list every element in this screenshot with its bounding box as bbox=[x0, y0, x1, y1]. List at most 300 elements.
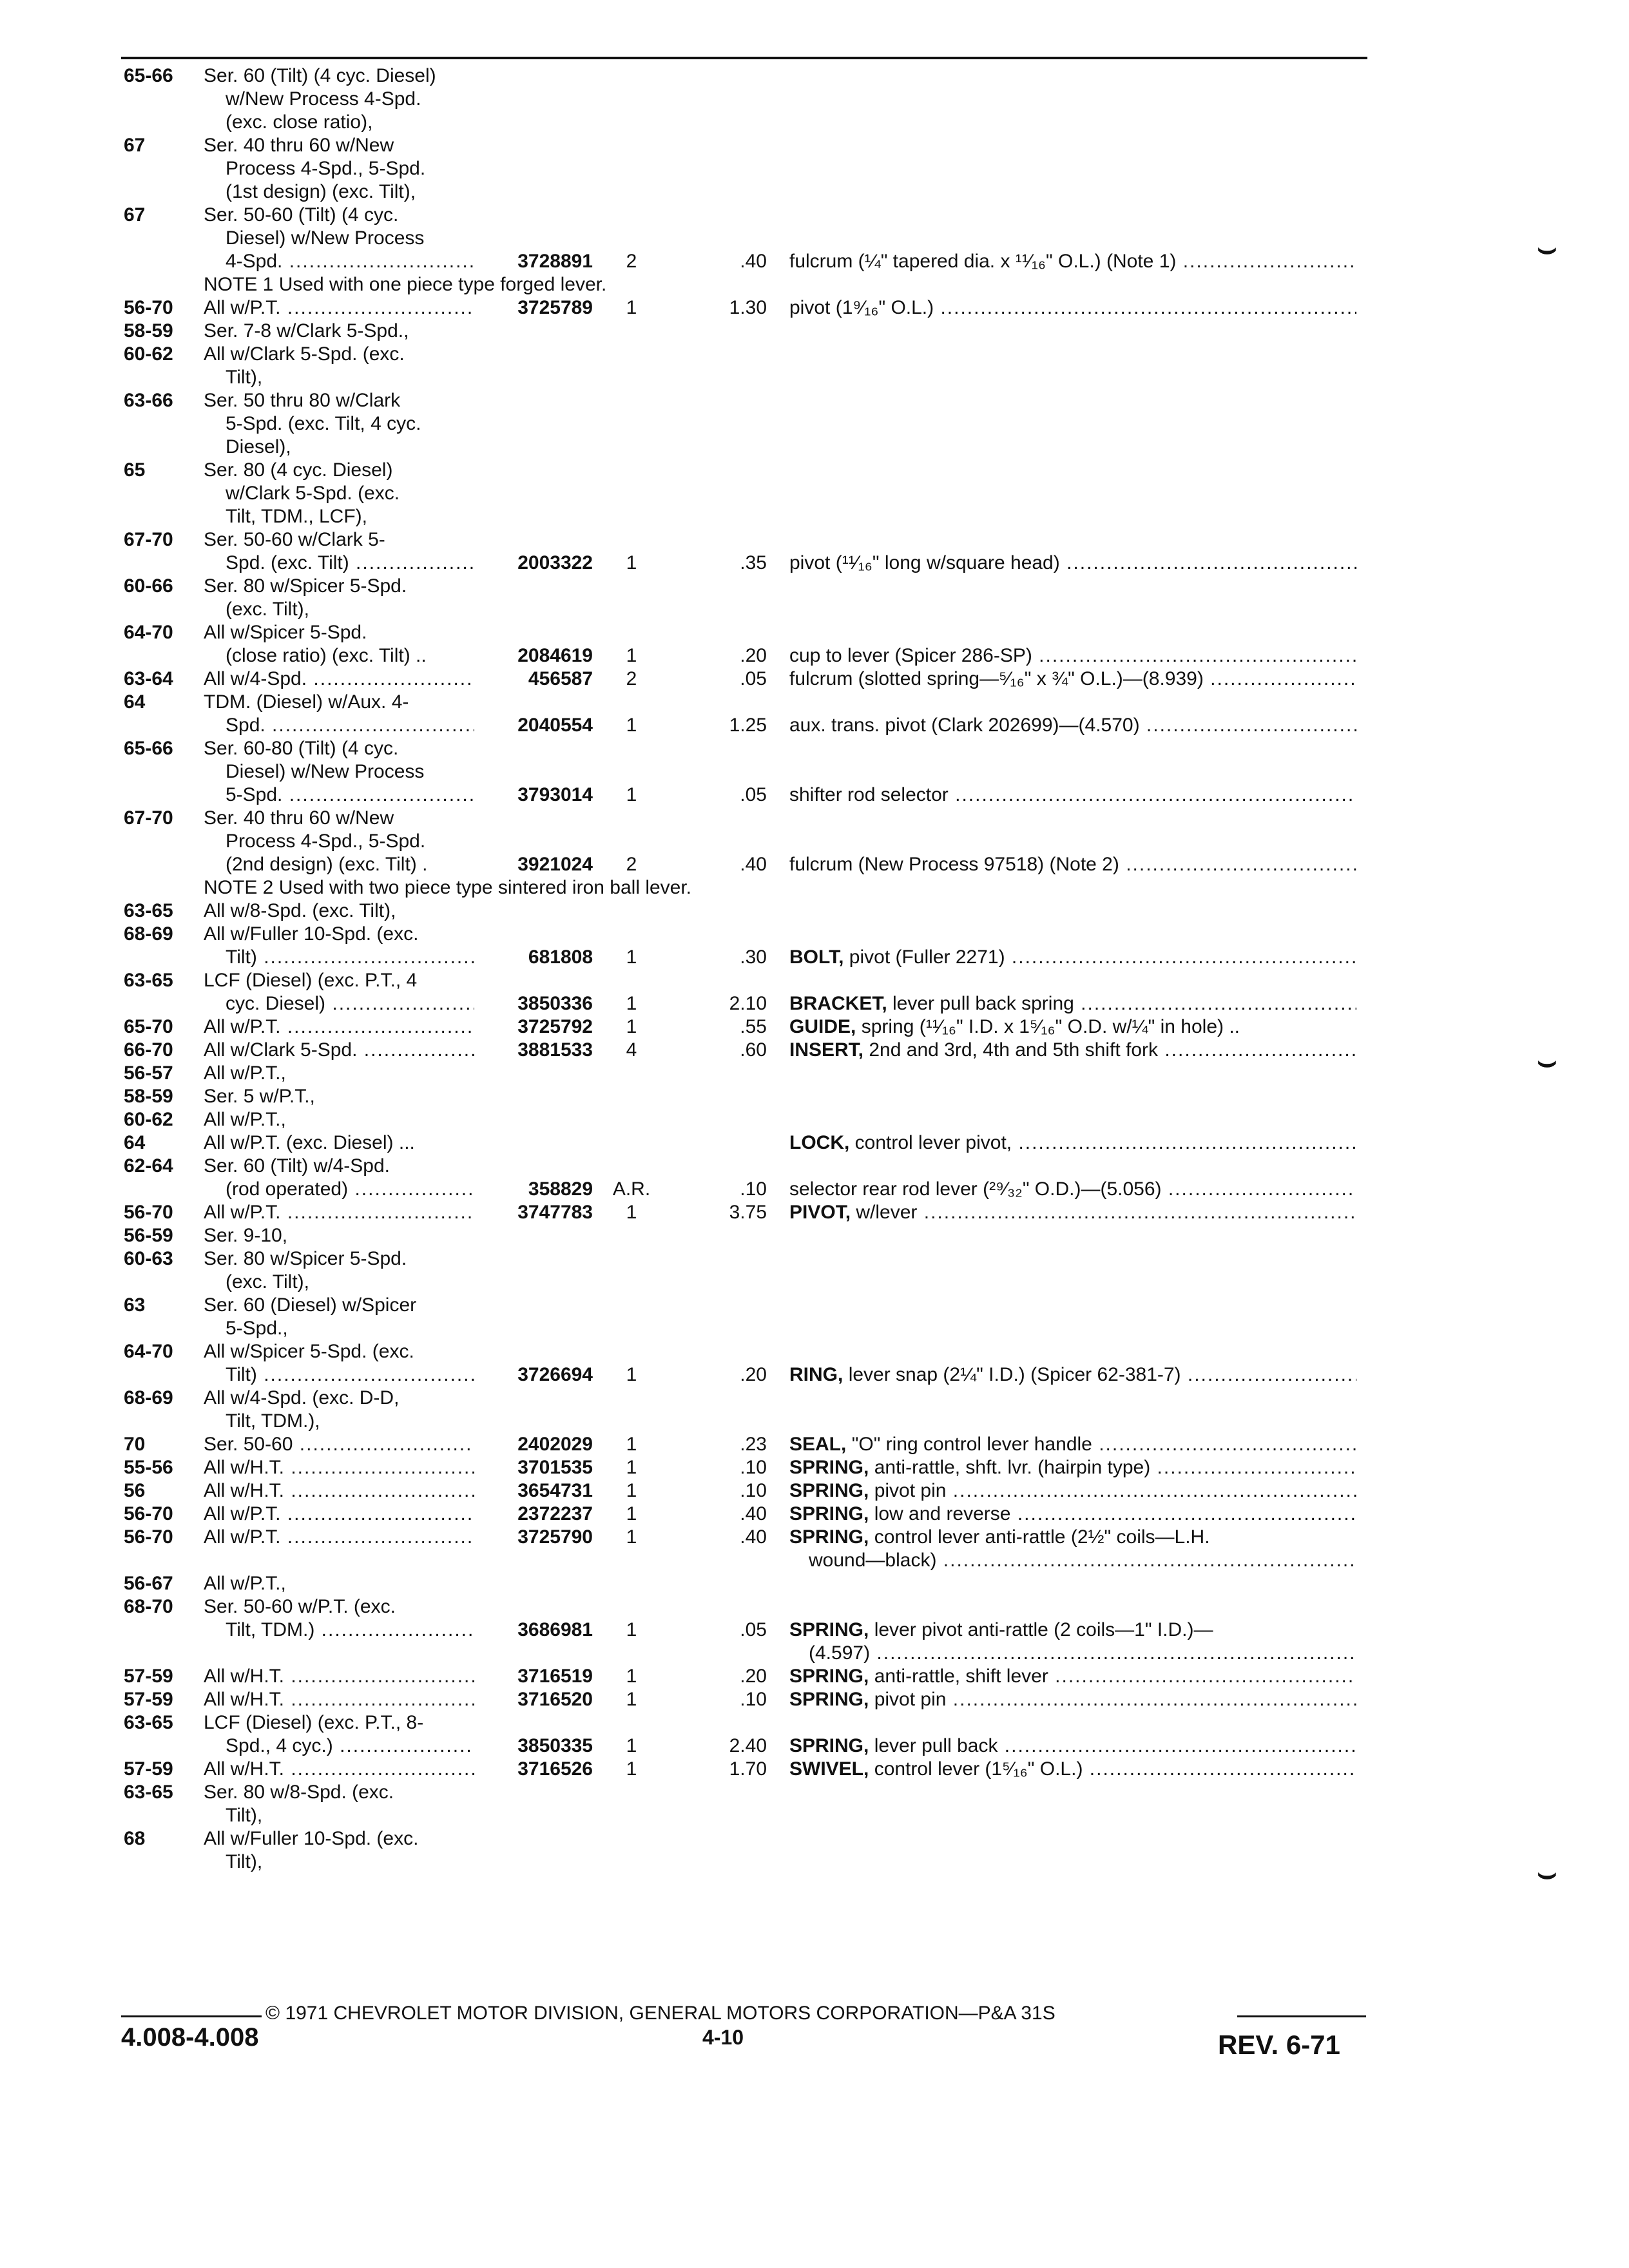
note-text: NOTE 2 Used with two piece type sintered iron ball lever. bbox=[204, 877, 692, 898]
parts-row bbox=[0, 830, 1629, 853]
application-desc: Ser. 80 w/Spicer 5-Spd. bbox=[204, 1248, 407, 1269]
parts-row bbox=[0, 528, 1629, 552]
application-desc: All w/P.T., bbox=[204, 1109, 286, 1130]
parts-row bbox=[0, 737, 1629, 760]
quantity: 2 bbox=[626, 854, 637, 875]
application-desc: All w/4-Spd. (exc. D-D, bbox=[204, 1387, 400, 1408]
part-detail: anti-rattle, shft. lvr. (hairpin type) bbox=[874, 1457, 1151, 1478]
application-desc: Ser. 80 w/Spicer 5-Spd. bbox=[204, 575, 407, 597]
part-name: BOLT, bbox=[789, 947, 844, 968]
parts-row bbox=[0, 88, 1629, 111]
parts-row bbox=[0, 157, 1629, 180]
quantity: 2 bbox=[626, 668, 637, 689]
part-description bbox=[789, 1665, 1356, 1688]
application-desc: Tilt), bbox=[226, 367, 263, 388]
application-desc: Spd. ..... bbox=[226, 714, 474, 737]
year-range: 70 bbox=[124, 1434, 146, 1455]
year-range: 63-64 bbox=[124, 668, 173, 689]
application-desc: (1st design) (exc. Tilt), bbox=[226, 181, 416, 202]
parts-row bbox=[0, 1317, 1629, 1340]
price: .05 bbox=[740, 668, 767, 689]
application-desc: (exc. Tilt), bbox=[226, 1271, 310, 1293]
application-desc: (2nd design) (exc. Tilt) . bbox=[226, 854, 428, 875]
year-range: 68-69 bbox=[124, 923, 173, 945]
part-name: SPRING, bbox=[789, 1619, 869, 1640]
application-desc: All w/P.T. ..... bbox=[204, 1201, 474, 1224]
parts-row bbox=[0, 575, 1629, 598]
part-description bbox=[809, 1642, 1356, 1665]
year-range: 57-59 bbox=[124, 1666, 173, 1687]
top-rule bbox=[121, 57, 1367, 59]
parts-row bbox=[0, 1827, 1629, 1850]
quantity: 4 bbox=[626, 1039, 637, 1061]
price: .40 bbox=[740, 854, 767, 875]
part-number: 3850336 bbox=[517, 993, 593, 1014]
application-desc: 5-Spd. ..... bbox=[226, 783, 474, 807]
part-description bbox=[789, 668, 1356, 691]
price: .40 bbox=[740, 1503, 767, 1524]
part-description bbox=[789, 992, 1356, 1015]
parts-row bbox=[0, 668, 1629, 691]
part-description bbox=[789, 1758, 1356, 1781]
application-desc: Ser. 7-8 w/Clark 5-Spd., bbox=[204, 320, 409, 341]
application-desc: Spd. (exc. Tilt) ..... bbox=[226, 552, 474, 575]
parts-list bbox=[0, 64, 1629, 1874]
part-description bbox=[789, 783, 1356, 807]
part-detail: lever pivot anti-rattle (2 coils—1" I.D.)— bbox=[874, 1619, 1213, 1640]
parts-row bbox=[0, 644, 1629, 668]
application-desc: All w/P.T., bbox=[204, 1062, 286, 1084]
application-desc: All w/P.T. ..... bbox=[204, 1015, 474, 1039]
year-range: 56-59 bbox=[124, 1225, 173, 1246]
part-number: 2402029 bbox=[517, 1434, 593, 1455]
part-detail: pivot pin bbox=[874, 1480, 947, 1501]
part-name: SPRING, bbox=[789, 1480, 869, 1501]
application-desc: TDM. (Diesel) w/Aux. 4- bbox=[204, 691, 409, 713]
quantity: 1 bbox=[626, 552, 637, 573]
parts-row bbox=[0, 180, 1629, 204]
parts-row bbox=[0, 1549, 1629, 1572]
footer-rule-left bbox=[121, 2015, 262, 2017]
part-number: 2372237 bbox=[517, 1503, 593, 1524]
price: .55 bbox=[740, 1016, 767, 1037]
year-range: 63 bbox=[124, 1294, 146, 1316]
year-range: 60-62 bbox=[124, 1109, 173, 1130]
parts-row bbox=[0, 204, 1629, 227]
part-detail: pivot (1⁹⁄₁₆" O.L.) bbox=[789, 297, 934, 318]
price: 2.40 bbox=[729, 1735, 767, 1756]
parts-row bbox=[0, 1108, 1629, 1131]
part-detail: control lever pivot, bbox=[854, 1132, 1012, 1153]
price: .30 bbox=[740, 947, 767, 968]
year-range: 67 bbox=[124, 135, 146, 156]
part-number: 681808 bbox=[528, 947, 593, 968]
price: .10 bbox=[740, 1689, 767, 1710]
parts-row bbox=[0, 1595, 1629, 1619]
parts-row bbox=[0, 760, 1629, 783]
part-description bbox=[789, 946, 1356, 969]
parts-row bbox=[0, 1642, 1629, 1665]
application-desc: Tilt) ..... bbox=[226, 946, 474, 969]
part-detail: pivot pin bbox=[874, 1689, 947, 1710]
parts-row bbox=[0, 1572, 1629, 1595]
parts-row bbox=[0, 1758, 1629, 1781]
application-desc: LCF (Diesel) (exc. P.T., 8- bbox=[204, 1712, 424, 1733]
application-desc: All w/Spicer 5-Spd. bbox=[204, 622, 367, 643]
parts-row bbox=[0, 1178, 1629, 1201]
parts-row bbox=[0, 714, 1629, 737]
parts-row bbox=[0, 1155, 1629, 1178]
application-desc: Ser. 50-60 (Tilt) (4 cyc. bbox=[204, 204, 399, 226]
year-range: 63-65 bbox=[124, 1712, 173, 1733]
year-range: 62-64 bbox=[124, 1155, 173, 1177]
part-number: 3725792 bbox=[517, 1016, 593, 1037]
year-range: 57-59 bbox=[124, 1758, 173, 1780]
part-description bbox=[789, 1015, 1356, 1039]
parts-row bbox=[0, 412, 1629, 436]
part-detail: (4.597) bbox=[809, 1642, 871, 1664]
part-detail: control lever (1⁵⁄₁₆" O.L.) bbox=[874, 1758, 1083, 1780]
part-detail: selector rear rod lever (²⁹⁄₃₂" O.D.)—(5.056) bbox=[789, 1178, 1162, 1200]
parts-row bbox=[0, 1039, 1629, 1062]
application-desc: Ser. 60-80 (Tilt) (4 cyc. bbox=[204, 738, 399, 759]
parts-row bbox=[0, 134, 1629, 157]
price: .20 bbox=[740, 645, 767, 666]
page-number: 4-10 bbox=[702, 2026, 744, 2049]
part-detail: aux. trans. pivot (Clark 202699)—(4.570) bbox=[789, 715, 1140, 736]
year-range: 63-65 bbox=[124, 900, 173, 921]
quantity: 1 bbox=[626, 784, 637, 805]
parts-row bbox=[0, 389, 1629, 412]
parts-row bbox=[0, 1688, 1629, 1711]
year-range: 60-63 bbox=[124, 1248, 173, 1269]
year-range: 68-69 bbox=[124, 1387, 173, 1408]
parts-row bbox=[0, 1665, 1629, 1688]
revision-label: REV. 6-71 bbox=[1218, 2030, 1340, 2060]
year-range: 56-57 bbox=[124, 1062, 173, 1084]
year-range: 66-70 bbox=[124, 1039, 173, 1061]
application-desc: (exc. Tilt), bbox=[226, 599, 310, 620]
application-desc: Tilt) ..... bbox=[226, 1363, 474, 1387]
parts-row bbox=[0, 366, 1629, 389]
part-detail: lever pull back bbox=[874, 1735, 998, 1756]
part-detail: control lever anti-rattle (2½" coils—L.H. bbox=[874, 1526, 1210, 1548]
parts-row bbox=[0, 691, 1629, 714]
application-desc: (rod operated) ..... bbox=[226, 1178, 474, 1201]
binder-mark-1: ⌣ bbox=[1537, 231, 1557, 265]
part-name: SPRING, bbox=[789, 1503, 869, 1524]
price: .20 bbox=[740, 1666, 767, 1687]
part-name: GUIDE, bbox=[789, 1016, 856, 1037]
part-number: 3716520 bbox=[517, 1689, 593, 1710]
application-desc: All w/Fuller 10-Spd. (exc. bbox=[204, 923, 419, 945]
part-description bbox=[789, 1456, 1356, 1479]
application-desc: w/New Process 4-Spd. bbox=[226, 88, 421, 110]
year-range: 68 bbox=[124, 1828, 146, 1849]
year-range: 56-70 bbox=[124, 1202, 173, 1223]
parts-row bbox=[0, 923, 1629, 946]
parts-row bbox=[0, 1735, 1629, 1758]
part-number: 3726694 bbox=[517, 1364, 593, 1385]
application-desc: Ser. 40 thru 60 w/New bbox=[204, 807, 394, 829]
price: .40 bbox=[740, 251, 767, 272]
parts-row bbox=[0, 621, 1629, 644]
parts-row bbox=[0, 1062, 1629, 1085]
application-desc: All w/Clark 5-Spd. ..... bbox=[204, 1039, 474, 1062]
part-description bbox=[789, 1433, 1356, 1456]
quantity: 1 bbox=[626, 645, 637, 666]
year-range: 56 bbox=[124, 1480, 146, 1501]
parts-row bbox=[0, 1131, 1629, 1155]
part-number: 3747783 bbox=[517, 1202, 593, 1223]
application-desc: All w/P.T., bbox=[204, 1573, 286, 1594]
parts-row bbox=[0, 1387, 1629, 1410]
application-desc: Ser. 50-60 w/P.T. (exc. bbox=[204, 1596, 396, 1617]
year-range: 56-67 bbox=[124, 1573, 173, 1594]
application-desc: Ser. 60 (Diesel) w/Spicer bbox=[204, 1294, 417, 1316]
binder-mark-2: ⌣ bbox=[1537, 1044, 1557, 1079]
parts-row bbox=[0, 1850, 1629, 1874]
part-detail: 2nd and 3rd, 4th and 5th shift fork bbox=[869, 1039, 1159, 1061]
quantity: 1 bbox=[626, 1526, 637, 1548]
application-desc: All w/Spicer 5-Spd. (exc. bbox=[204, 1341, 414, 1362]
footer-code: 4.008-4.008 bbox=[121, 2023, 259, 2052]
application-desc: 4-Spd. ..... bbox=[226, 250, 474, 273]
application-desc: All w/P.T. ..... bbox=[204, 296, 474, 320]
quantity: 1 bbox=[626, 1016, 637, 1037]
price: .10 bbox=[740, 1178, 767, 1200]
quantity: 1 bbox=[626, 1480, 637, 1501]
part-description bbox=[789, 1688, 1356, 1711]
parts-row bbox=[0, 1363, 1629, 1387]
price: .35 bbox=[740, 552, 767, 573]
application-desc: w/Clark 5-Spd. (exc. bbox=[226, 483, 400, 504]
part-number: 3725790 bbox=[517, 1526, 593, 1548]
quantity: 1 bbox=[626, 1735, 637, 1756]
parts-row bbox=[0, 1085, 1629, 1108]
price: 1.70 bbox=[729, 1758, 767, 1780]
part-description bbox=[789, 552, 1356, 575]
year-range: 56-70 bbox=[124, 297, 173, 318]
year-range: 57-59 bbox=[124, 1689, 173, 1710]
application-desc: All w/H.T. ..... bbox=[204, 1688, 474, 1711]
application-desc: Ser. 40 thru 60 w/New bbox=[204, 135, 394, 156]
application-desc: Tilt, TDM.) ..... bbox=[226, 1619, 474, 1642]
parts-row bbox=[0, 296, 1629, 320]
quantity: 1 bbox=[626, 1689, 637, 1710]
quantity: 2 bbox=[626, 251, 637, 272]
part-name: PIVOT, bbox=[789, 1202, 851, 1223]
part-detail: fulcrum (slotted spring—⁵⁄₁₆" x ¾" O.L.)—(8.939) bbox=[789, 668, 1204, 689]
application-desc: Ser. 80 (4 cyc. Diesel) bbox=[204, 459, 393, 481]
quantity: 1 bbox=[626, 993, 637, 1014]
year-range: 65-70 bbox=[124, 1016, 173, 1037]
quantity: A.R. bbox=[612, 1178, 651, 1200]
parts-row bbox=[0, 1804, 1629, 1827]
year-range: 60-66 bbox=[124, 575, 173, 597]
part-description bbox=[789, 644, 1356, 668]
binder-mark-3: ⌣ bbox=[1537, 1856, 1557, 1890]
copyright-line: © 1971 CHEVROLET MOTOR DIVISION, GENERAL MOTORS CORPORATION—P&A 31S bbox=[265, 2003, 1055, 2024]
part-detail: lever snap (2¼" I.D.) (Spicer 62-381-7) bbox=[848, 1364, 1181, 1385]
parts-row bbox=[0, 783, 1629, 807]
quantity: 1 bbox=[626, 1457, 637, 1478]
application-desc: All w/Fuller 10-Spd. (exc. bbox=[204, 1828, 419, 1849]
quantity: 1 bbox=[626, 297, 637, 318]
parts-row bbox=[0, 227, 1629, 250]
application-desc: Tilt, TDM., LCF), bbox=[226, 506, 367, 527]
year-range: 60-62 bbox=[124, 343, 173, 365]
application-desc: Ser. 9-10, bbox=[204, 1225, 288, 1246]
parts-row bbox=[0, 1619, 1629, 1642]
footer-rule-right bbox=[1237, 2015, 1366, 2017]
year-range: 56-70 bbox=[124, 1526, 173, 1548]
part-number: 3725789 bbox=[517, 297, 593, 318]
application-desc: Diesel) w/New Process bbox=[226, 761, 425, 782]
year-range: 64 bbox=[124, 691, 146, 713]
note-text: NOTE 1 Used with one piece type forged lever. bbox=[204, 274, 607, 295]
year-range: 65-66 bbox=[124, 65, 173, 86]
part-name: SPRING, bbox=[789, 1666, 869, 1687]
price: .20 bbox=[740, 1364, 767, 1385]
price: 1.25 bbox=[729, 715, 767, 736]
part-description bbox=[789, 1735, 1356, 1758]
parts-row bbox=[0, 1410, 1629, 1433]
year-range: 63-65 bbox=[124, 1782, 173, 1803]
application-desc: cyc. Diesel) ..... bbox=[226, 992, 474, 1015]
parts-row bbox=[0, 807, 1629, 830]
parts-row bbox=[0, 505, 1629, 528]
application-desc: Spd., 4 cyc.) ..... bbox=[226, 1735, 474, 1758]
part-detail: fulcrum (¼" tapered dia. x ¹¹⁄₁₆" O.L.) (Note 1) bbox=[789, 251, 1177, 272]
parts-row bbox=[0, 1781, 1629, 1804]
part-detail: pivot (Fuller 2271) bbox=[849, 947, 1005, 968]
quantity: 1 bbox=[626, 1202, 637, 1223]
part-detail: anti-rattle, shift lever bbox=[874, 1666, 1048, 1687]
year-range: 64 bbox=[124, 1132, 146, 1153]
part-name: SWIVEL, bbox=[789, 1758, 869, 1780]
application-desc: All w/P.T. ..... bbox=[204, 1503, 474, 1526]
parts-row bbox=[0, 273, 1629, 296]
quantity: 1 bbox=[626, 1619, 637, 1640]
part-description bbox=[789, 714, 1356, 737]
parts-row bbox=[0, 1201, 1629, 1224]
part-description bbox=[789, 1526, 1356, 1549]
parts-row bbox=[0, 64, 1629, 88]
parts-row bbox=[0, 552, 1629, 575]
price: .05 bbox=[740, 784, 767, 805]
part-number: 3716526 bbox=[517, 1758, 593, 1780]
part-description bbox=[789, 250, 1356, 273]
parts-row bbox=[0, 1711, 1629, 1735]
part-number: 2040554 bbox=[517, 715, 593, 736]
part-number: 3686981 bbox=[517, 1619, 593, 1640]
part-name: SPRING, bbox=[789, 1526, 869, 1548]
price: .23 bbox=[740, 1434, 767, 1455]
part-number: 3716519 bbox=[517, 1666, 593, 1687]
price: 3.75 bbox=[729, 1202, 767, 1223]
parts-row bbox=[0, 969, 1629, 992]
application-desc: All w/H.T. ..... bbox=[204, 1758, 474, 1781]
part-name: SPRING, bbox=[789, 1457, 869, 1478]
part-name: SEAL, bbox=[789, 1434, 847, 1455]
part-description bbox=[789, 1039, 1356, 1062]
part-description bbox=[809, 1549, 1356, 1572]
application-desc: Process 4-Spd., 5-Spd. bbox=[226, 831, 426, 852]
parts-row bbox=[0, 250, 1629, 273]
parts-row bbox=[0, 876, 1629, 899]
parts-row bbox=[0, 459, 1629, 482]
part-number: 3921024 bbox=[517, 854, 593, 875]
price: .40 bbox=[740, 1526, 767, 1548]
year-range: 67 bbox=[124, 204, 146, 226]
part-description bbox=[789, 1503, 1356, 1526]
part-description bbox=[789, 1619, 1356, 1642]
part-detail: spring (¹¹⁄₁₆" I.D. x 1⁵⁄₁₆" O.D. w/¼" in hole) .. bbox=[861, 1016, 1240, 1037]
parts-row bbox=[0, 1503, 1629, 1526]
price: .10 bbox=[740, 1457, 767, 1478]
quantity: 1 bbox=[626, 1666, 637, 1687]
parts-row bbox=[0, 899, 1629, 923]
application-desc: Process 4-Spd., 5-Spd. bbox=[226, 158, 426, 179]
year-range: 58-59 bbox=[124, 1086, 173, 1107]
year-range: 68-70 bbox=[124, 1596, 173, 1617]
quantity: 1 bbox=[626, 715, 637, 736]
quantity: 1 bbox=[626, 1503, 637, 1524]
parts-row bbox=[0, 111, 1629, 134]
quantity: 1 bbox=[626, 1434, 637, 1455]
application-desc: Diesel) w/New Process bbox=[226, 227, 425, 249]
quantity: 1 bbox=[626, 1758, 637, 1780]
part-name: LOCK, bbox=[789, 1132, 850, 1153]
price: .05 bbox=[740, 1619, 767, 1640]
part-number: 456587 bbox=[528, 668, 593, 689]
application-desc: (close ratio) (exc. Tilt) .. bbox=[226, 645, 427, 666]
parts-row bbox=[0, 1015, 1629, 1039]
year-range: 64-70 bbox=[124, 1341, 173, 1362]
parts-row bbox=[0, 1479, 1629, 1503]
part-detail: wound—black) bbox=[809, 1550, 937, 1571]
part-description bbox=[789, 1178, 1356, 1201]
price: .60 bbox=[740, 1039, 767, 1061]
parts-row bbox=[0, 1526, 1629, 1549]
part-name: INSERT, bbox=[789, 1039, 864, 1061]
application-desc: Ser. 80 w/8-Spd. (exc. bbox=[204, 1782, 394, 1803]
application-desc: 5-Spd. (exc. Tilt, 4 cyc. bbox=[226, 413, 421, 434]
parts-row bbox=[0, 436, 1629, 459]
application-desc: 5-Spd., bbox=[226, 1318, 288, 1339]
price: 2.10 bbox=[729, 993, 767, 1014]
part-number: 3881533 bbox=[517, 1039, 593, 1061]
year-range: 67-70 bbox=[124, 529, 173, 550]
quantity: 1 bbox=[626, 947, 637, 968]
parts-row bbox=[0, 992, 1629, 1015]
parts-row bbox=[0, 598, 1629, 621]
application-desc: Tilt), bbox=[226, 1805, 263, 1826]
part-description bbox=[789, 1131, 1356, 1155]
part-detail: w/lever bbox=[856, 1202, 918, 1223]
part-detail: low and reverse bbox=[874, 1503, 1011, 1524]
application-desc: All w/H.T. ..... bbox=[204, 1479, 474, 1503]
part-name: SPRING, bbox=[789, 1689, 869, 1710]
year-range: 63-65 bbox=[124, 970, 173, 991]
part-description bbox=[789, 1363, 1356, 1387]
application-desc: LCF (Diesel) (exc. P.T., 4 bbox=[204, 970, 418, 991]
part-number: 3728891 bbox=[517, 251, 593, 272]
year-range: 67-70 bbox=[124, 807, 173, 829]
part-number: 3701535 bbox=[517, 1457, 593, 1478]
part-detail: "O" ring control lever handle bbox=[851, 1434, 1092, 1455]
